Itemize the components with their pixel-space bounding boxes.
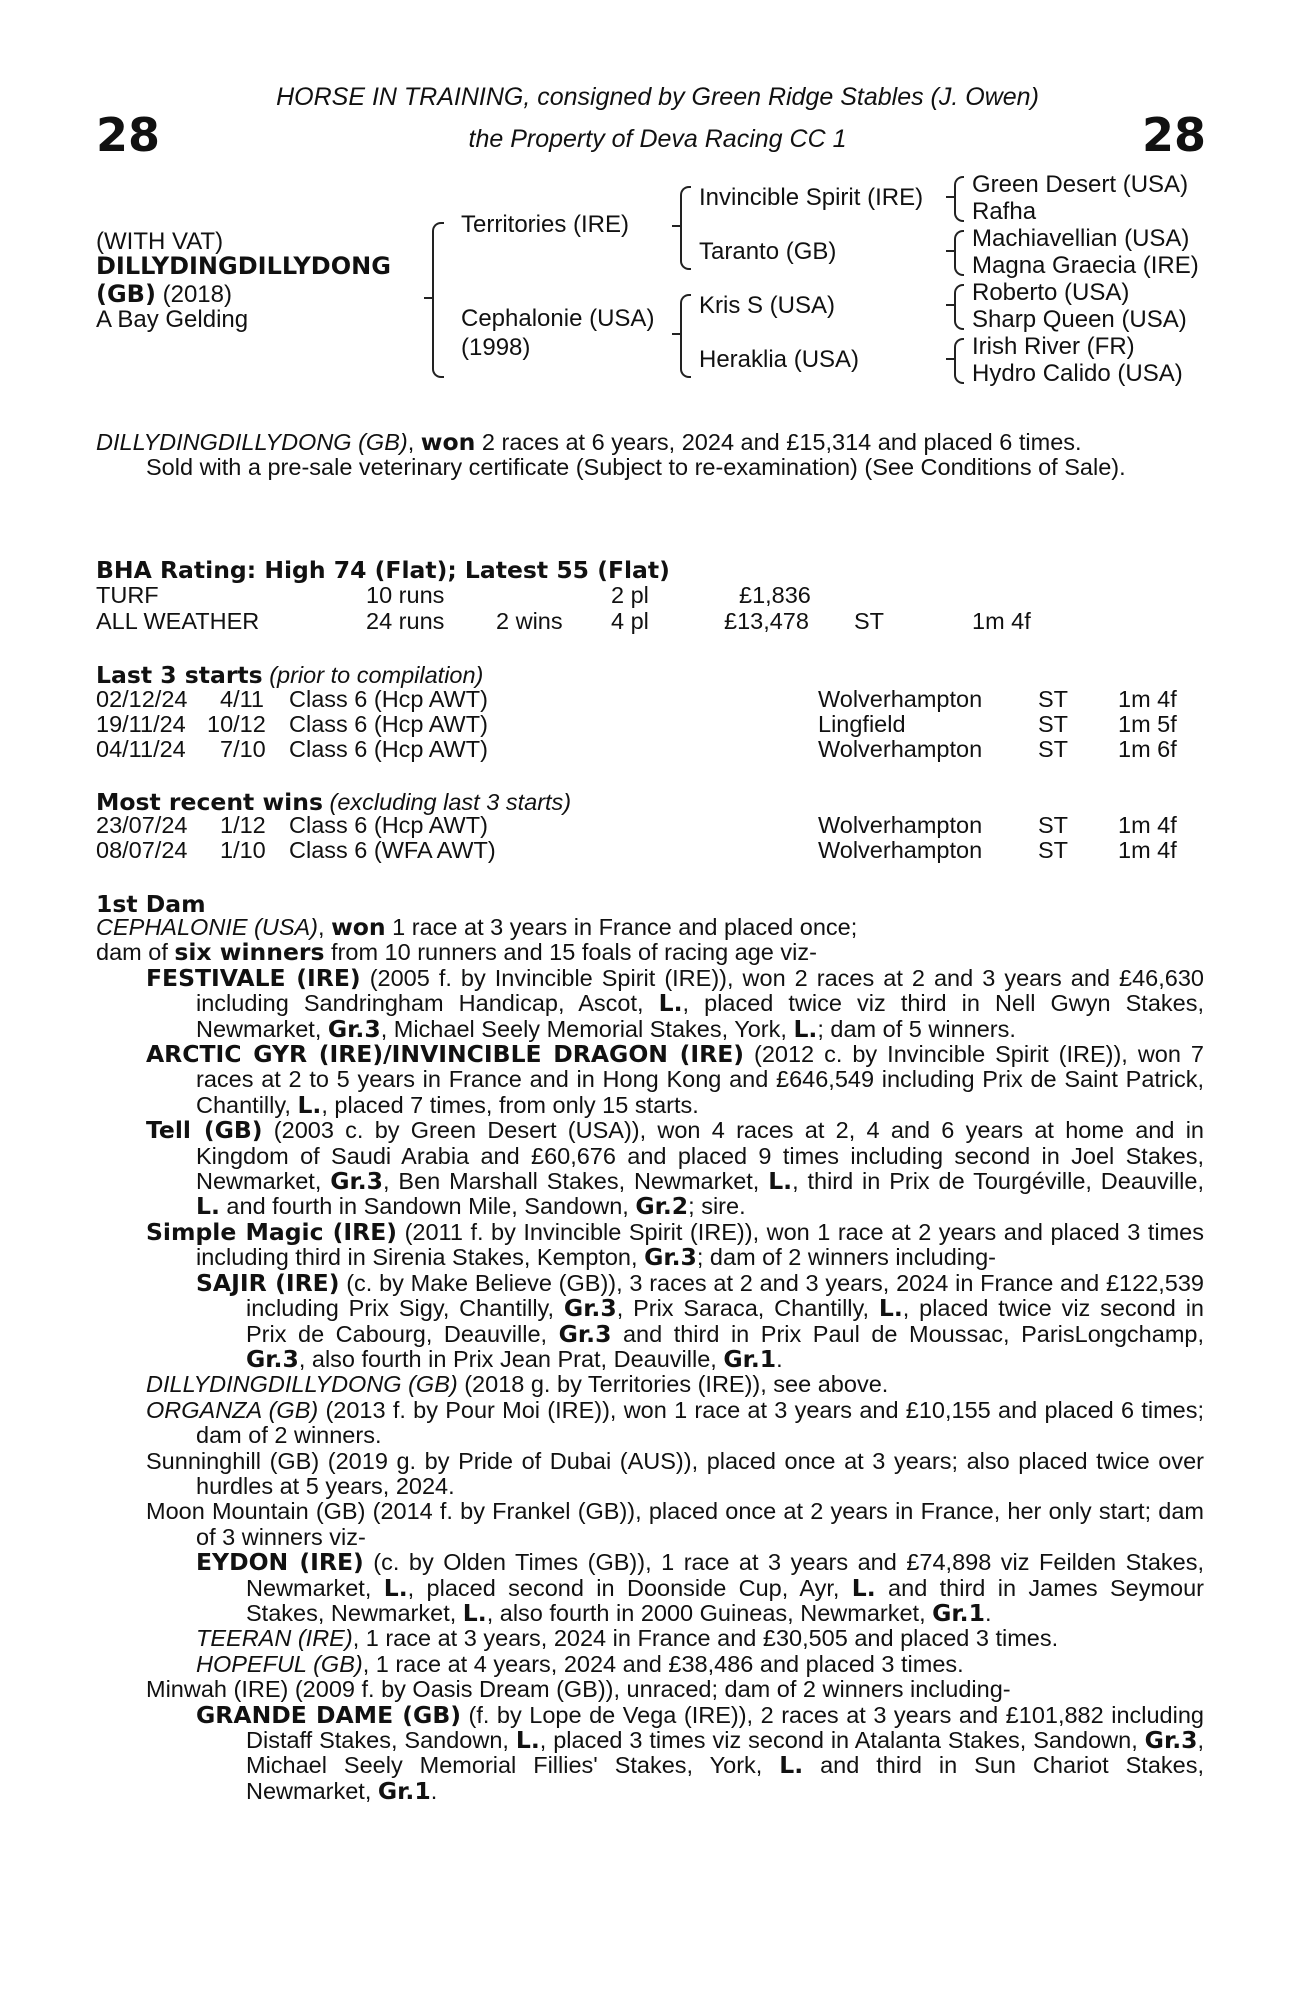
horse-name: DILLYDINGDILLYDONG — [96, 252, 391, 280]
grade: Gr.3 — [327, 1014, 381, 1043]
rating-runs: 10 runs — [366, 582, 445, 608]
start-going: ST — [1038, 736, 1069, 762]
produce-text: (2018 g. by Territories (IRE)), see above. — [457, 1371, 889, 1398]
summary-text-2: Sold with a pre-sale veterinary certificate (Subject to re-examination) (See Conditions of Sale). — [146, 454, 1126, 481]
pedigree-dam-year: (1998) — [461, 334, 531, 361]
pedigree-sire: Territories (IRE) — [461, 211, 630, 238]
table-row — [96, 687, 1196, 712]
start-class: Class 6 (Hcp AWT) — [289, 711, 488, 737]
produce-name: DILLYDINGDILLYDONG (GB) — [146, 1371, 458, 1398]
start-date: 04/11/24 — [96, 736, 186, 762]
pedigree-ssd: Rafha — [972, 198, 1037, 225]
start-position: 4/11 — [220, 686, 264, 712]
list-item — [196, 1550, 1204, 1626]
pedigree-sire-sire: Invincible Spirit (IRE) — [699, 184, 924, 211]
win-class: Class 6 (Hcp AWT) — [289, 812, 488, 838]
last3-title: Last 3 starts — [96, 661, 263, 689]
grade: L. — [793, 1014, 818, 1043]
pedigree-brace-dam — [680, 294, 691, 378]
dam-line-1: CEPHALONIE (USA), won 1 race at 3 years in France and placed once; — [96, 913, 858, 941]
start-class: Class 6 (Hcp AWT) — [289, 686, 488, 712]
produce-text: , placed second in Doonside Cup, Ayr, — [407, 1574, 852, 1601]
rating-placed: 4 pl — [611, 608, 649, 634]
start-date: 02/12/24 — [96, 686, 188, 712]
dam-won: won — [331, 913, 386, 941]
pedigree-brace-ds-tip — [946, 304, 954, 306]
produce-name: Tell (GB) — [146, 1116, 263, 1145]
summary-paragraph — [96, 430, 1204, 481]
grade: Gr.3 — [558, 1319, 612, 1348]
rating-prize: £13,478 — [724, 608, 809, 634]
produce-name: ARCTIC GYR (IRE)/INVINCIBLE DRAGON (IRE) — [146, 1040, 744, 1069]
produce-text: , Ben Marshall Stakes, Newmarket, — [383, 1168, 769, 1195]
pedigree-dam-sire: Kris S (USA) — [699, 292, 836, 319]
grade: Gr.1 — [723, 1344, 777, 1373]
list-item — [146, 1042, 1204, 1118]
last3-heading — [96, 661, 483, 689]
grade: Gr.3 — [330, 1167, 384, 1196]
produce-text: (f. by Lope de Vega (IRE)), 2 races at 3 years and £101,882 including Distaff Stakes, Sandown, — [246, 1701, 1204, 1753]
produce-text: ; sire. — [688, 1193, 746, 1220]
pedigree-brace-ss-tip — [946, 196, 954, 198]
produce-text: , Michael Seely Memorial Stakes, York, — [380, 1015, 794, 1042]
start-distance: 1m 4f — [1118, 686, 1177, 712]
list-item — [146, 1499, 1204, 1550]
grade: Gr.3 — [246, 1344, 299, 1373]
grade: L. — [779, 1751, 804, 1780]
start-going: ST — [1038, 711, 1069, 737]
consignor-line: HORSE IN TRAINING, consigned by Green Ridge Stables (J. Owen) — [276, 83, 1039, 111]
start-class: Class 6 (Hcp AWT) — [289, 736, 488, 762]
grade: Gr.1 — [932, 1598, 985, 1627]
summary-won: won — [420, 428, 476, 456]
pedigree-brace-dd-tip — [946, 358, 954, 360]
produce-text: , also fourth in 2000 Guineas, Newmarket, — [486, 1599, 933, 1626]
pedigree-brace-sd-tip — [946, 250, 954, 252]
grade: L. — [658, 989, 683, 1018]
start-course: Wolverhampton — [818, 686, 983, 712]
pedigree-brace-ds — [954, 284, 964, 330]
produce-text: ; dam of 2 winners including- — [696, 1244, 996, 1271]
produce-text: and third in Prix Paul de Moussac, ParisLongchamp, — [611, 1320, 1204, 1347]
pedigree-sds: Machiavellian (USA) — [972, 225, 1190, 252]
list-item — [146, 1398, 1204, 1449]
win-course: Wolverhampton — [818, 837, 983, 863]
pedigree-sire-dam: Taranto (GB) — [699, 238, 837, 265]
table-row — [96, 583, 1196, 608]
grade: Gr.3 — [644, 1243, 697, 1272]
produce-text: , 1 race at 4 years, 2024 and £38,486 and placed 3 times. — [362, 1650, 964, 1677]
rating-title: BHA Rating: High 74 (Flat); Latest 55 (Flat) — [96, 556, 670, 584]
pedigree-brace-sd — [954, 230, 964, 276]
produce-text: and third in Sun Chariot Stakes, Newmarket, — [246, 1752, 1204, 1804]
horse-origin — [96, 280, 232, 309]
list-item — [196, 1626, 1204, 1651]
produce-text: , placed twice viz third in Nell Gwyn Stakes, Newmarket, — [196, 990, 1204, 1042]
pedigree-brace-main — [432, 222, 444, 378]
produce-text: Sunninghill (GB) (2019 g. by Pride of Dubai (AUS)), placed once at 3 years; also placed twice over hurdles at 5 years, 2024. — [146, 1447, 1204, 1499]
produce-text: , also fourth in Prix Jean Prat, Deauville, — [298, 1345, 724, 1372]
dam-winners-count: six winners — [174, 938, 325, 967]
produce-text: Minwah (IRE) (2009 f. by Oasis Dream (GB)), unraced; dam of 2 winners including- — [146, 1676, 1011, 1703]
produce-text: ; dam of 5 winners. — [817, 1015, 1016, 1042]
rating-going: ST — [854, 608, 885, 634]
list-item — [146, 963, 1204, 1043]
win-position: 1/12 — [220, 812, 266, 838]
list-item — [146, 1372, 1204, 1397]
list-item — [146, 1677, 1204, 1702]
recent-title: Most recent wins — [96, 788, 323, 816]
produce-text: . — [776, 1345, 783, 1372]
summary-text-1: 2 races at 6 years, 2024 and £15,314 and placed 6 times. — [475, 429, 1082, 455]
win-position: 1/10 — [220, 837, 266, 863]
win-course: Wolverhampton — [818, 812, 983, 838]
pedigree-dam: Cephalonie (USA) — [461, 305, 655, 332]
grade: L. — [462, 1598, 487, 1627]
produce-text: (2011 f. by Invincible Spirit (IRE)), won 1 race at 2 years and placed 3 times including third in Sirenia Stakes, Kempton, — [196, 1218, 1204, 1271]
produce-text: (2005 f. by Invincible Spirit (IRE)), won 2 races at 2 and 3 years and £46,630 including Sandringham Handicap, Ascot, — [196, 964, 1204, 1017]
lot-number-right: 28 — [1142, 108, 1207, 162]
rating-runs: 24 runs — [366, 608, 445, 634]
produce-name: ORGANZA (GB) — [146, 1396, 319, 1423]
produce-text: and third in James Seymour Stakes, Newmarket, — [246, 1574, 1205, 1626]
rating-wins: 2 wins — [496, 608, 563, 634]
pedigree-brace-sire-tip — [672, 225, 681, 227]
start-position: 10/12 — [207, 711, 266, 737]
win-going: ST — [1038, 837, 1069, 863]
rating-surface: TURF — [96, 582, 159, 608]
rating-placed: 2 pl — [611, 582, 649, 608]
list-item — [196, 1700, 1205, 1805]
win-distance: 1m 4f — [1118, 812, 1177, 838]
produce-text: (2013 f. by Pour Moi (IRE)), won 1 race at 3 years and £10,155 and placed 6 times; dam of 2 winners. — [196, 1396, 1204, 1449]
produce-text: , 1 race at 3 years, 2024 in France and £30,505 and placed 3 times. — [352, 1625, 1059, 1652]
produce-text: . — [984, 1599, 992, 1626]
grade: Gr.1 — [377, 1776, 431, 1805]
produce-text: , placed twice viz second in Prix de Cabourg, Deauville, — [246, 1295, 1204, 1347]
dam-line-2 — [96, 940, 1204, 965]
grade: L. — [851, 1573, 876, 1602]
pedigree-dam-dam: Heraklia (USA) — [699, 346, 860, 373]
list-item — [146, 1449, 1204, 1500]
grade: L. — [515, 1726, 540, 1754]
produce-name: FESTIVALE (IRE) — [146, 963, 361, 992]
list-item — [196, 1268, 1204, 1373]
horse-year: (2018) — [162, 281, 232, 308]
lot-number-left: 28 — [96, 108, 161, 162]
produce-name: GRANDE DAME (GB) — [196, 1700, 461, 1729]
produce-text: , Prix Saraca, Chantilly, — [616, 1295, 879, 1322]
win-distance: 1m 4f — [1118, 837, 1177, 863]
dam-section — [96, 915, 1204, 1804]
win-date: 08/07/24 — [96, 837, 188, 863]
produce-text: , placed 3 times viz second in Atalanta Stakes, Sandown, — [539, 1727, 1145, 1753]
win-date: 23/07/24 — [96, 812, 188, 838]
summary-horse-name: DILLYDINGDILLYDONG (GB) — [96, 429, 408, 455]
summary-line-2 — [96, 455, 1204, 480]
grade: Gr.3 — [563, 1294, 617, 1323]
pedigree-dds: Irish River (FR) — [972, 333, 1135, 360]
produce-text: (c. by Make Believe (GB)), 3 races at 2 and 3 years, 2024 in France and £122,539 including Prix Sigy, Chantilly, — [246, 1269, 1204, 1322]
grade: Gr.3 — [1144, 1726, 1198, 1754]
rating-prize: £1,836 — [739, 582, 811, 608]
grade: L. — [196, 1192, 220, 1221]
produce-text: , placed 7 times, from only 15 starts. — [321, 1091, 699, 1118]
dam-name: CEPHALONIE (USA) — [96, 914, 318, 940]
pedigree-dsd: Sharp Queen (USA) — [972, 306, 1187, 333]
start-distance: 1m 6f — [1118, 736, 1177, 762]
start-position: 7/10 — [220, 736, 266, 762]
list-item — [196, 1652, 1204, 1677]
last3-note: (prior to compilation) — [262, 662, 484, 688]
start-distance: 1m 5f — [1118, 711, 1177, 737]
table-row — [96, 737, 1196, 762]
summary-line-1: DILLYDINGDILLYDONG (GB), won 2 races at 6 years, 2024 and £15,314 and placed 6 times. — [96, 428, 1082, 456]
start-date: 19/11/24 — [96, 711, 186, 737]
pedigree-brace-sire — [680, 186, 691, 270]
produce-name: SAJIR (IRE) — [196, 1268, 340, 1297]
produce-name: Simple Magic (IRE) — [146, 1217, 398, 1246]
pedigree-brace-ss — [954, 176, 964, 222]
produce-text: , third in Prix de Tourgéville, Deauville, — [792, 1168, 1204, 1195]
table-row — [96, 813, 1196, 838]
produce-text: , Michael Seely Memorial Fillies' Stakes, York, — [246, 1727, 1205, 1779]
grade: L. — [297, 1090, 322, 1119]
grade: L. — [768, 1167, 793, 1196]
list-item — [146, 1217, 1204, 1272]
win-going: ST — [1038, 812, 1069, 838]
pedigree-sss: Green Desert (USA) — [972, 171, 1189, 198]
dam-runners: from 10 runners and 15 foals of racing age viz- — [324, 939, 817, 966]
table-row — [96, 712, 1196, 737]
pedigree-ddd: Hydro Calido (USA) — [972, 360, 1183, 387]
produce-text: (2012 c. by Invincible Spirit (IRE)), won 7 races at 2 to 5 years in France and in Hong Kong and £646,549 including Prix de Saint Patrick, Chantilly, — [196, 1041, 1204, 1118]
produce-list — [96, 963, 1205, 1805]
horse-country: (GB) — [96, 280, 156, 308]
produce-name: EYDON (IRE) — [196, 1548, 364, 1577]
table-row — [96, 609, 1196, 634]
start-going: ST — [1038, 686, 1069, 712]
produce-text: and fourth in Sandown Mile, Sandown, — [219, 1193, 636, 1220]
produce-text: Moon Mountain (GB) (2014 f. by Frankel (GB)), placed once at 2 years in France, her only start; dam of 3 winners viz- — [146, 1498, 1204, 1550]
produce-name: TEERAN (IRE) — [196, 1625, 353, 1652]
dam-of: dam of — [96, 939, 175, 966]
start-course: Wolverhampton — [818, 736, 983, 762]
list-item — [146, 1118, 1204, 1220]
grade: L. — [878, 1294, 903, 1323]
pedigree-sdd: Magna Graecia (IRE) — [972, 252, 1199, 279]
rating-surface: ALL WEATHER — [96, 608, 260, 634]
produce-name: HOPEFUL (GB) — [196, 1650, 363, 1677]
produce-text: (2003 c. by Green Desert (USA)), won 4 races at 2, 4 and 6 years at home and in Kingdom of Saudi Arabia and £60,676 and placed 9 times including second in Joel Stakes, Newmarket, — [196, 1117, 1204, 1195]
pedigree-brace-main-tip — [424, 297, 433, 299]
pedigree-dss: Roberto (USA) — [972, 279, 1130, 306]
win-class: Class 6 (WFA AWT) — [289, 837, 496, 863]
grade: L. — [383, 1573, 408, 1602]
dam-title: 1st Dam — [96, 890, 206, 918]
start-course: Lingfield — [818, 711, 906, 737]
produce-text: (c. by Olden Times (GB)), 1 race at 3 years and £74,898 viz Feilden Stakes, Newmarket, — [246, 1549, 1204, 1601]
produce-text: . — [430, 1777, 438, 1804]
vat-label: (WITH VAT) — [96, 228, 224, 255]
grade: Gr.2 — [635, 1192, 689, 1221]
dam-record: 1 race at 3 years in France and placed once; — [385, 914, 858, 940]
pedigree-brace-dd — [954, 338, 964, 384]
horse-description: A Bay Gelding — [96, 306, 249, 333]
property-line: the Property of Deva Racing CC 1 — [468, 125, 847, 153]
rating-distance: 1m 4f — [972, 608, 1031, 634]
pedigree-brace-dam-tip — [672, 333, 681, 335]
table-row — [96, 838, 1196, 863]
recent-note: (excluding last 3 starts) — [322, 789, 572, 815]
